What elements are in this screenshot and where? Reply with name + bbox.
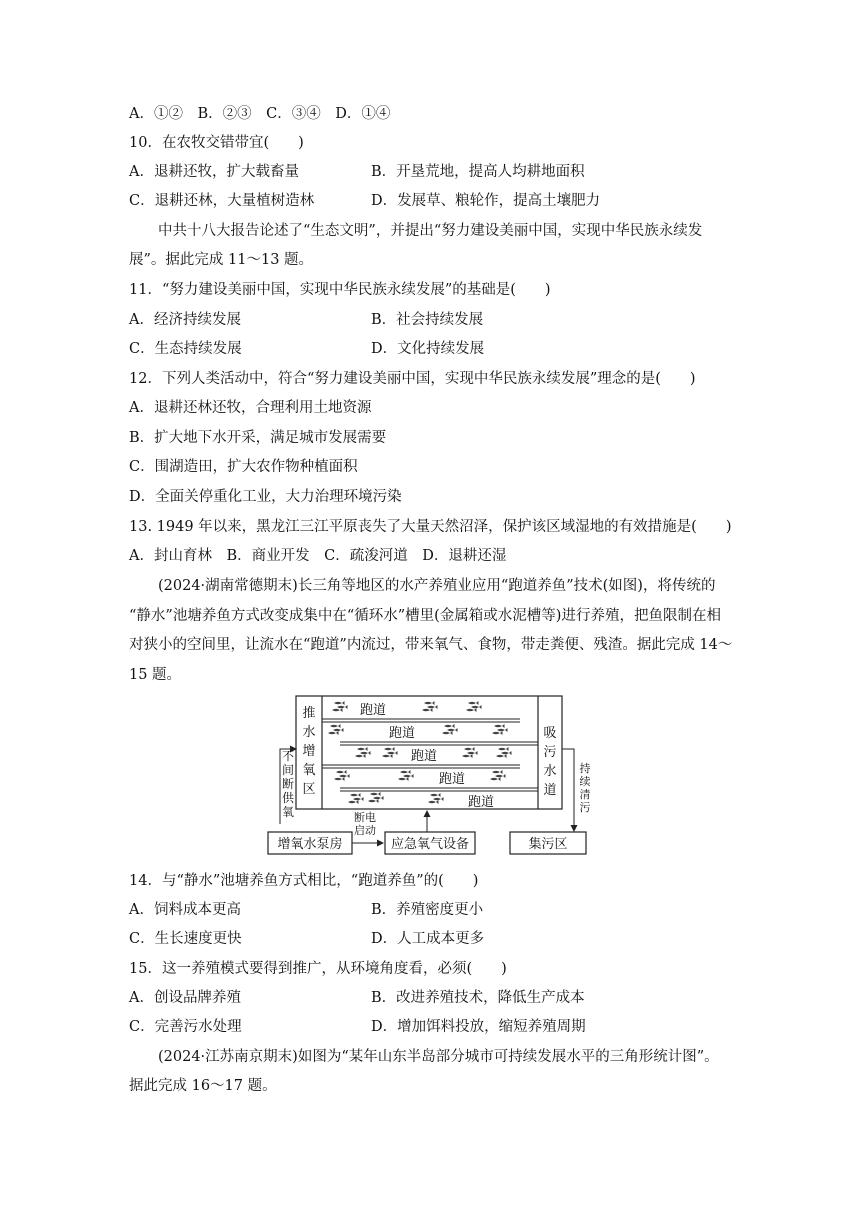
intro-14-15-line-4: 15 题。 (129, 667, 182, 683)
power-off-line-2: 启动 (354, 824, 376, 837)
q12-option-b: B．扩大地下水开采，满足城市发展需要 (129, 430, 387, 446)
q15-stem: 15．这一养殖模式要得到推广，从环境角度看，必须( ) (129, 961, 507, 977)
q10-option-c: C．退耕还林，大量植树造林 (129, 193, 315, 209)
raceway-label-1: 跑道 (359, 703, 387, 718)
clean-char-1: 持 (579, 762, 591, 775)
emergency-device-label: 应急氧气设备 (390, 837, 470, 852)
q11-option-b: B．社会持续发展 (371, 312, 484, 328)
push-zone-char-1: 推 (302, 706, 316, 721)
suction-char-3: 水 (543, 764, 557, 779)
oxygen-char-5: 氧 (281, 805, 295, 819)
q14-option-d: D．人工成本更多 (371, 931, 485, 947)
oxygen-char-4: 供 (281, 791, 295, 805)
q12-stem: 12．下列人类活动中，符合“努力建设美丽中国，实现中华民族永续发展”理念的是( ) (129, 371, 696, 387)
intro-11-13-line-1: 中共十八大报告论述了“生态文明”，并提出“努力建设美丽中国，实现中华民族永续发 (158, 223, 703, 239)
q13-stem: 13. 1949 年以来，黑龙江三江平原丧失了大量天然沼泽，保护该区域湿地的有效措施是( ) (129, 519, 732, 535)
raceway-label-4: 跑道 (438, 772, 466, 787)
raceway-label-3: 跑道 (410, 749, 438, 764)
collection-area-label: 集污区 (528, 837, 568, 852)
suction-char-1: 吸 (543, 726, 557, 741)
q9-options: A．①② B．②③ C．③④ D．①④ (129, 106, 391, 122)
q10-option-d: D．发展草、粮轮作，提高土壤肥力 (371, 193, 601, 209)
intro-11-13-line-2: 展”。据此完成 11～13 题。 (129, 252, 314, 268)
intro-16-17-line-1: (2024·江苏南京期末)如图为“某年山东半岛部分城市可持续发展水平的三角形统计图”。 (158, 1049, 719, 1065)
intro-14-15-line-3: 对狭小的空间里，让流水在“跑道”内流过，带来氧气、食物，带走粪便、残渣。据此完成 14～ (129, 637, 733, 653)
raceway-diagram (262, 692, 598, 860)
clean-char-2: 续 (579, 775, 591, 788)
q11-option-a: A．经济持续发展 (129, 312, 241, 328)
clean-char-4: 污 (579, 801, 591, 814)
q14-option-c: C．生长速度更快 (129, 931, 242, 947)
intro-14-15-line-2: “静水”池塘养鱼方式改变成集中在“循环水”槽里(金属箱或水泥槽等)进行养殖，把鱼限制在相 (129, 608, 721, 624)
q15-option-b: B．改进养殖技术，降低生产成本 (371, 990, 585, 1006)
clean-char-3: 清 (579, 788, 591, 801)
q15-option-c: C．完善污水处理 (129, 1019, 242, 1035)
q10-option-b: B．开垦荒地，提高人均耕地面积 (371, 164, 585, 180)
oxygen-char-2: 间 (281, 763, 295, 777)
pump-room-label: 增氧水泵房 (277, 837, 343, 852)
q12-option-d: D．全面关停重化工业，大力治理环境污染 (129, 489, 402, 505)
q11-option-d: D．文化持续发展 (371, 341, 485, 357)
oxygen-char-1: 不 (281, 749, 295, 763)
q13-options: A．封山育林 B．商业开发 C．疏浚河道 D．退耕还湿 (129, 548, 507, 564)
push-zone-char-3: 增 (302, 744, 316, 759)
suction-char-4: 道 (543, 783, 557, 798)
q15-option-d: D．增加饵料投放，缩短养殖周期 (371, 1019, 586, 1035)
oxygen-char-3: 断 (281, 777, 295, 791)
power-off-line-1: 断电 (354, 811, 376, 824)
raceway-label-2: 跑道 (388, 726, 416, 741)
q12-option-c: C．围湖造田，扩大农作物种植面积 (129, 459, 358, 475)
q12-option-a: A．退耕还林还牧，合理利用土地资源 (129, 400, 372, 416)
push-zone-char-2: 水 (302, 725, 316, 740)
intro-16-17-line-2: 据此完成 16～17 题。 (129, 1078, 277, 1094)
push-zone-char-4: 氧 (302, 763, 316, 778)
q14-stem: 14．与“静水”池塘养鱼方式相比，“跑道养鱼”的( ) (129, 873, 479, 889)
intro-14-15-line-1: (2024·湖南常德期末)长三角等地区的水产养殖业应用“跑道养鱼”技术(如图)，将传统的 (158, 578, 716, 594)
q15-option-a: A．创设品牌养殖 (129, 990, 241, 1006)
raceway-label-5: 跑道 (467, 795, 495, 810)
push-zone-char-5: 区 (302, 782, 316, 797)
q10-option-a: A．退耕还牧，扩大载畜量 (129, 164, 299, 180)
q10-stem: 10．在农牧交错带宜( ) (129, 135, 304, 151)
q11-option-c: C．生态持续发展 (129, 341, 242, 357)
q11-stem: 11．“努力建设美丽中国，实现中华民族永续发展”的基础是( ) (129, 282, 551, 298)
suction-char-2: 污 (543, 745, 557, 760)
q14-option-b: B．养殖密度更小 (371, 902, 484, 918)
q14-option-a: A．饲料成本更高 (129, 902, 241, 918)
